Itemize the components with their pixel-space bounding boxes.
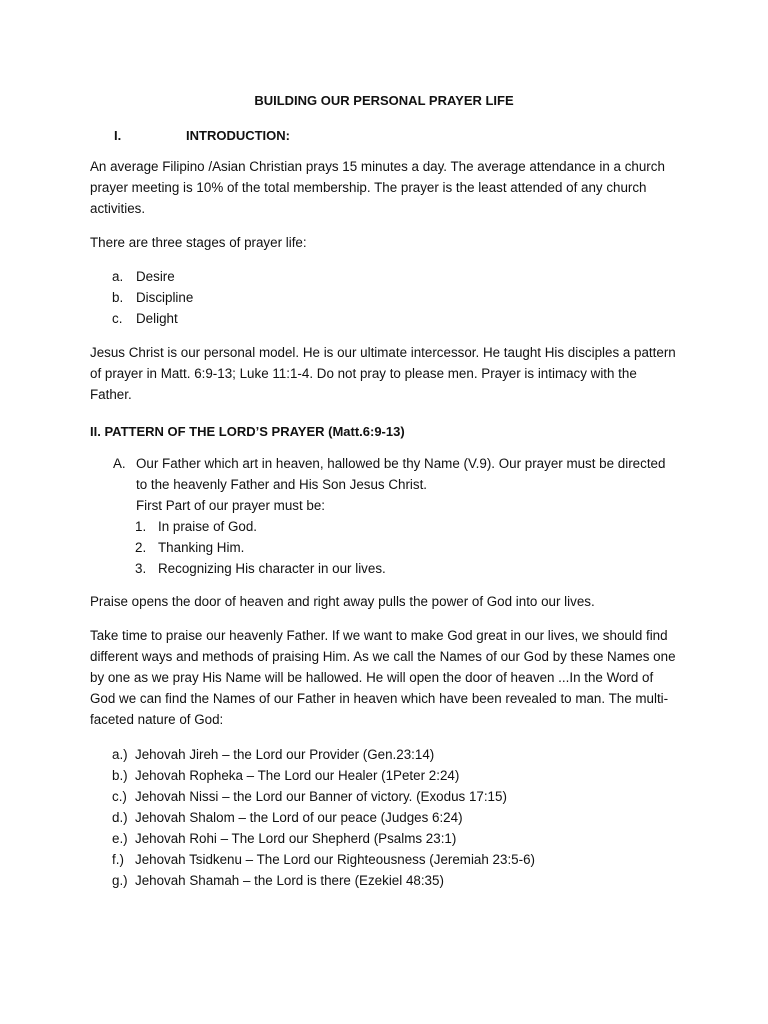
list-marker: g.) [112, 873, 128, 888]
first-part-label: First Part of our prayer must be: [136, 498, 326, 513]
list-marker: c.) [112, 789, 127, 804]
list-marker: A. [113, 456, 126, 471]
model-paragraph: Jesus Christ is our personal model. He is our ultimate intercessor. He taught His disciples a pattern of prayer in Matt. 6:9-13; Luke 11:1-4. Do not pray to please men. Prayer is intimacy with the Father. [90, 345, 676, 402]
section-introduction-heading [114, 125, 290, 146]
list-marker: 2. [135, 540, 147, 555]
list-item-text: Desire [136, 269, 175, 284]
list-item-text: Discipline [136, 290, 194, 305]
list-item-text: Jehovah Ropheka – The Lord our Healer (1Peter 2:24) [135, 768, 460, 783]
section-number: I. [114, 128, 122, 143]
list-marker: b.) [112, 768, 128, 783]
list-item-text: Jehovah Nissi – the Lord our Banner of victory. (Exodus 17:15) [135, 789, 507, 804]
list-item-text: In praise of God. [158, 519, 257, 534]
list-item-text: Jehovah Tsidkenu – The Lord our Righteousness (Jeremiah 23:5-6) [135, 852, 535, 867]
list-marker: f.) [112, 852, 124, 867]
list-marker: a.) [112, 747, 128, 762]
list-item-text: Jehovah Rohi – The Lord our Shepherd (Psalms 23:1) [135, 831, 457, 846]
section-pattern-heading: II. PATTERN OF THE LORD’S PRAYER (Matt.6:9-13) [90, 424, 405, 439]
document-title: BUILDING OUR PERSONAL PRAYER LIFE [254, 93, 514, 108]
list-marker: b. [112, 290, 124, 305]
list-marker: 1. [135, 519, 147, 534]
list-item-text: Jehovah Shalom – the Lord of our peace (Judges 6:24) [135, 810, 463, 825]
list-marker: c. [112, 311, 123, 326]
list-item-text: Jehovah Jireh – the Lord our Provider (Gen.23:14) [135, 747, 435, 762]
section-heading-text: INTRODUCTION: [186, 128, 290, 143]
intro-paragraph: An average Filipino /Asian Christian prays 15 minutes a day. The average attendance in a church prayer meeting is 10% of the total membership. The prayer is the least attended of any church activities. [90, 159, 665, 216]
list-item-text: Jehovah Shamah – the Lord is there (Ezekiel 48:35) [135, 873, 444, 888]
stages-intro: There are three stages of prayer life: [90, 235, 307, 250]
take-time-paragraph: Take time to praise our heavenly Father. If we want to make God great in our lives, we should find different ways and methods of praising Him. As we call the Names of our God by these Names one by one as we pray His Name will be hallowed. He will open the door of heaven ...In the Word of God we can find the Names of our Father in heaven which have been revealed to man. The multi-faceted nature of God: [90, 628, 676, 727]
list-marker: d.) [112, 810, 128, 825]
list-marker: a. [112, 269, 124, 284]
list-marker: 3. [135, 561, 147, 576]
list-item-text: Recognizing His character in our lives. [158, 561, 386, 576]
list-item-text: Thanking Him. [158, 540, 245, 555]
praise-paragraph: Praise opens the door of heaven and right away pulls the power of God into our lives. [90, 594, 595, 609]
list-marker: e.) [112, 831, 128, 846]
pattern-a-text: Our Father which art in heaven, hallowed be thy Name (V.9). Our prayer must be directed to the heavenly Father and His Son Jesus Christ. [136, 456, 666, 492]
list-item-text: Delight [136, 311, 178, 326]
